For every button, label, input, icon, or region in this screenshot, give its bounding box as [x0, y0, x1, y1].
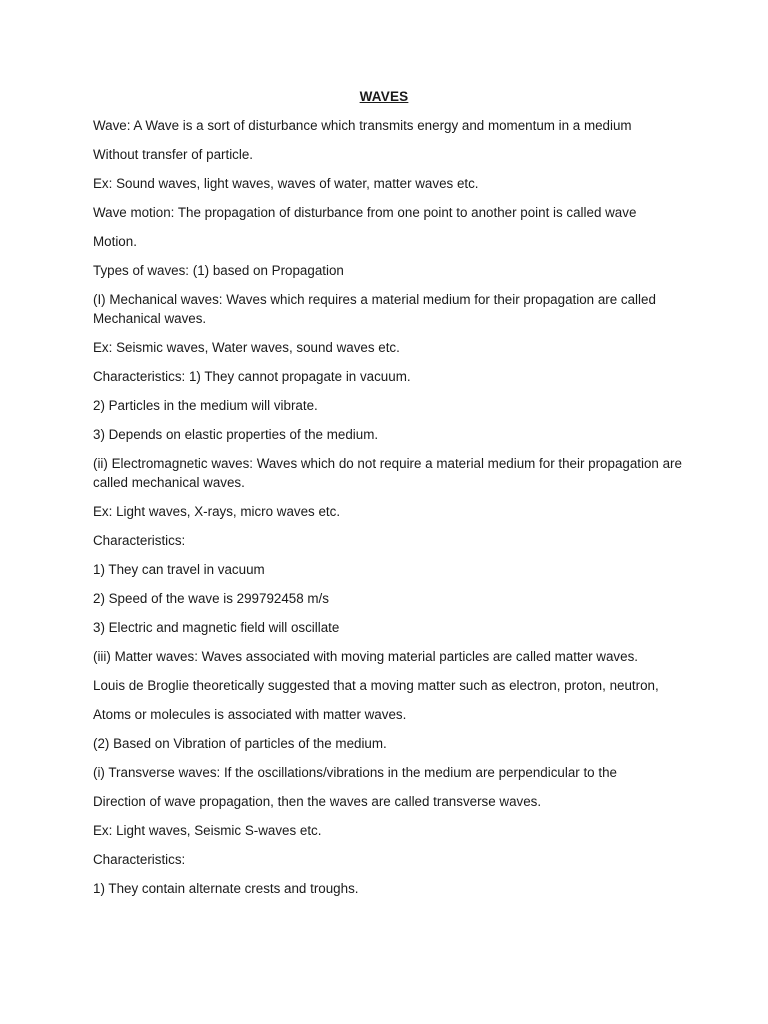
paragraph: Louis de Broglie theoretically suggested that a moving matter such as electron, proton, neutron,: [93, 678, 659, 693]
paragraph: 3) Electric and magnetic field will oscillate: [93, 620, 340, 635]
paragraph: Characteristics:: [93, 852, 186, 867]
paragraph: (i) Transverse waves: If the oscillations/vibrations in the medium are perpendicular to the: [93, 765, 617, 780]
paragraph: (I) Mechanical waves: Waves which requires a material medium for their propagation are called Mechanical waves.: [93, 292, 656, 326]
paragraph: Ex: Seismic waves, Water waves, sound waves etc.: [93, 340, 400, 355]
paragraph: 2) Particles in the medium will vibrate.: [93, 398, 318, 413]
paragraph: Ex: Light waves, X-rays, micro waves etc.: [93, 504, 341, 519]
paragraph: Characteristics:: [93, 533, 186, 548]
paragraph: Types of waves: (1) based on Propagation: [93, 263, 344, 278]
paragraph: 3) Depends on elastic properties of the medium.: [93, 427, 379, 442]
paragraph: Characteristics: 1) They cannot propagate in vacuum.: [93, 369, 411, 384]
document-body: [93, 116, 693, 908]
paragraph: Ex: Light waves, Seismic S-waves etc.: [93, 823, 322, 838]
paragraph: Atoms or molecules is associated with matter waves.: [93, 707, 407, 722]
paragraph: (iii) Matter waves: Waves associated with moving material particles are called matter waves.: [93, 649, 638, 664]
paragraph: Wave motion: The propagation of disturbance from one point to another point is called wave: [93, 205, 637, 220]
paragraph: Direction of wave propagation, then the waves are called transverse waves.: [93, 794, 542, 809]
paragraph: Ex: Sound waves, light waves, waves of water, matter waves etc.: [93, 176, 479, 191]
paragraph: 1) They contain alternate crests and troughs.: [93, 881, 359, 896]
document-title: WAVES: [359, 89, 409, 104]
paragraph: (2) Based on Vibration of particles of the medium.: [93, 736, 387, 751]
paragraph: 2) Speed of the wave is 299792458 m/s: [93, 591, 329, 606]
paragraph: 1) They can travel in vacuum: [93, 562, 265, 577]
paragraph: (ii) Electromagnetic waves: Waves which do not require a material medium for their propagation are called mechanical waves.: [93, 456, 682, 490]
paragraph: Wave: A Wave is a sort of disturbance which transmits energy and momentum in a medium: [93, 118, 632, 133]
paragraph: Motion.: [93, 234, 137, 249]
paragraph: Without transfer of particle.: [93, 147, 254, 162]
